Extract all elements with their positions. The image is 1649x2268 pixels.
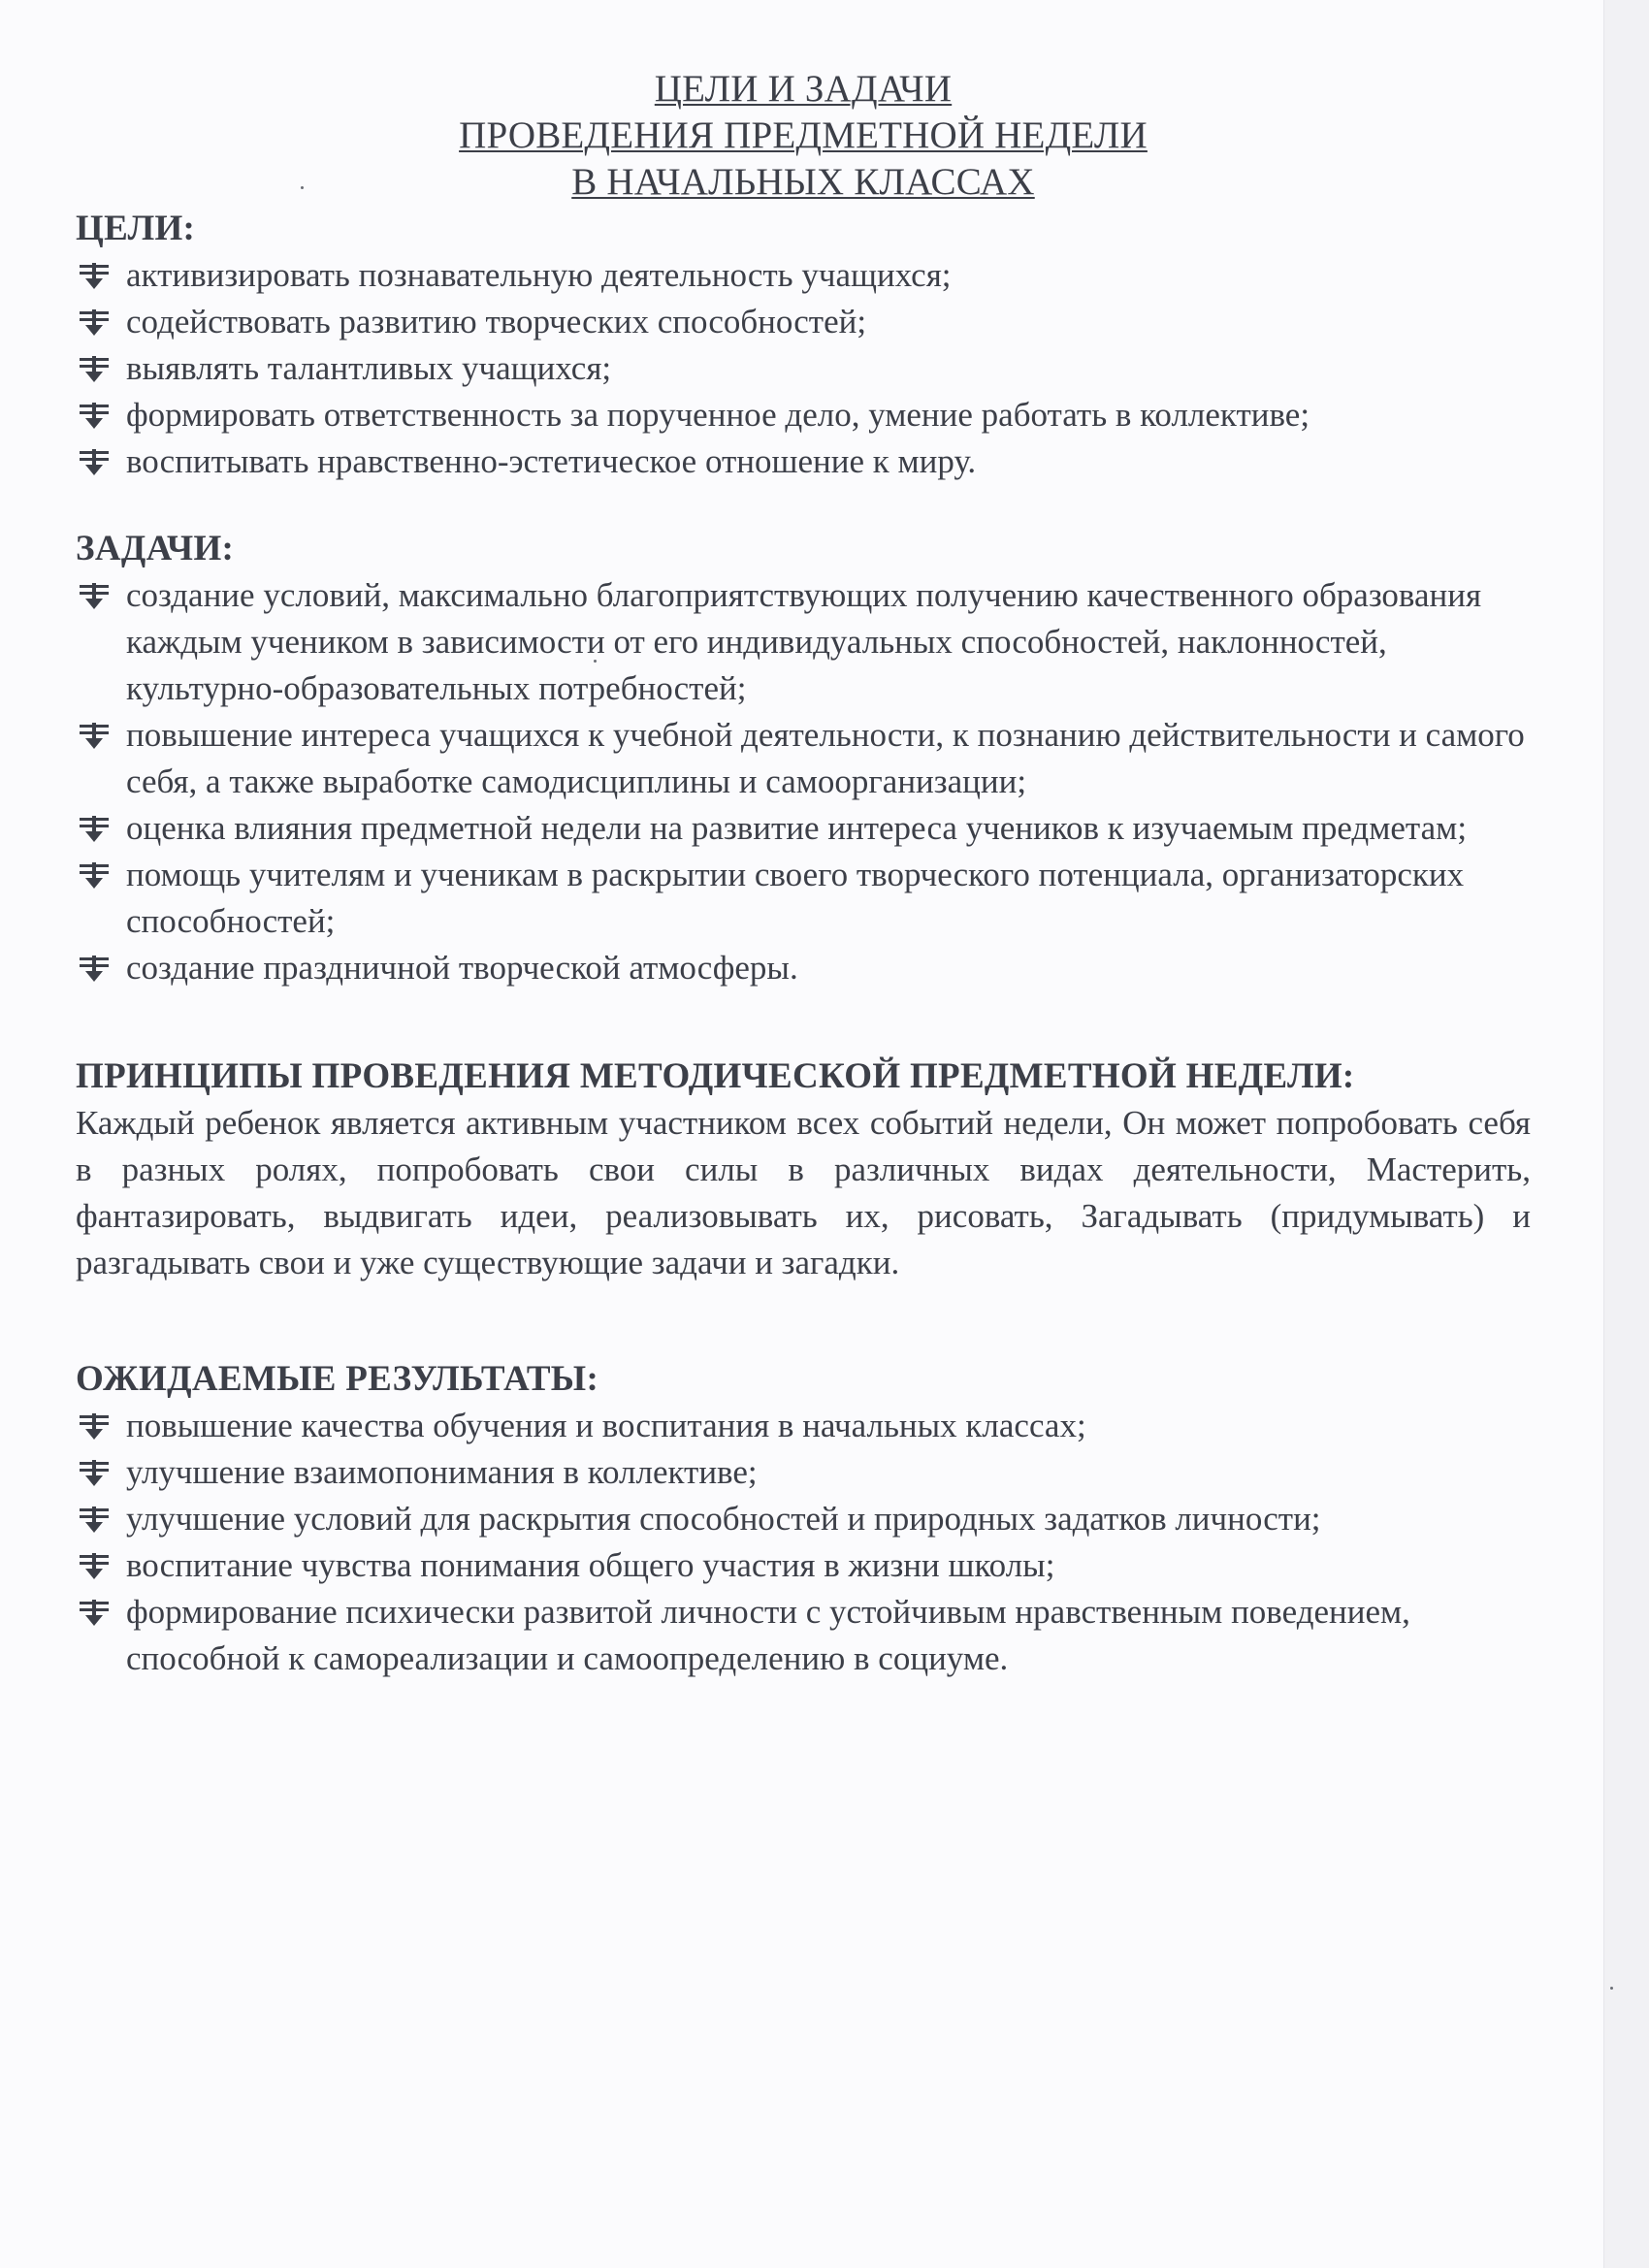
down-arrow-icon <box>80 862 109 890</box>
title-line-2: ПРОВЕДЕНИЯ ПРЕДМЕТНОЙ НЕДЕЛИ <box>459 114 1148 156</box>
down-arrow-icon <box>80 1460 109 1487</box>
list-item <box>76 345 1531 392</box>
spacer <box>76 1286 1531 1356</box>
list-item-text: повышение интереса учащихся к учебной деятельности, к познанию действительности и самого себя, а также выработке самодисциплины и самоорганизации; <box>126 716 1525 800</box>
down-arrow-icon <box>80 1507 109 1534</box>
scan-speck <box>1610 1987 1613 1990</box>
spacer <box>76 991 1531 1053</box>
title-line-1: ЦЕЛИ И ЗАДАЧИ <box>654 68 953 110</box>
list-item <box>76 1542 1531 1589</box>
list-item-text: повышение качества обучения и воспитания в начальных классах; <box>126 1407 1086 1444</box>
down-arrow-icon <box>80 449 109 476</box>
down-arrow-icon <box>80 263 109 290</box>
list-item-text: содействовать развитию творческих способностей; <box>126 303 867 340</box>
down-arrow-icon <box>80 356 109 383</box>
results-section <box>76 1356 1531 1682</box>
list-item-text: формировать ответственность за порученное дело, умение работать в коллективе; <box>126 396 1310 434</box>
list-item <box>76 438 1531 485</box>
goals-section <box>76 206 1531 485</box>
list-item <box>76 572 1531 712</box>
list-item <box>76 299 1531 345</box>
list-item <box>76 252 1531 299</box>
list-item-text: оценка влияния предметной недели на развитие интереса учеников к изучаемым предметам; <box>126 809 1468 847</box>
list-item <box>76 1589 1531 1682</box>
results-list <box>76 1403 1531 1682</box>
tasks-heading: ЗАДАЧИ: <box>76 529 235 568</box>
scan-edge <box>1603 0 1649 2268</box>
down-arrow-icon <box>80 723 109 750</box>
list-item-text: создание условий, максимально благоприятствующих получению качественного образования каждым учеником в зависимости от его индивидуальных способностей, наклонностей, культурно-образовательных потребностей; <box>126 576 1482 707</box>
down-arrow-icon <box>80 956 109 983</box>
list-item-text: активизировать познавательную деятельность учащихся; <box>126 256 952 294</box>
list-item <box>76 852 1531 945</box>
list-item-text: выявлять талантливых учащихся; <box>126 349 612 387</box>
list-item <box>76 712 1531 805</box>
goals-heading: ЦЕЛИ: <box>76 209 196 248</box>
list-item-text: помощь учителям и ученикам в раскрытии своего творческого потенциала, организаторских способностей; <box>126 856 1465 940</box>
list-item <box>76 945 1531 991</box>
down-arrow-icon <box>80 1553 109 1580</box>
results-heading: ОЖИДАЕМЫЕ РЕЗУЛЬТАТЫ: <box>76 1359 599 1399</box>
tasks-list <box>76 572 1531 991</box>
tasks-section <box>76 526 1531 991</box>
list-item-text: формирование психически развитой личности с устойчивым нравственным поведением, способной к самореализации и самоопределению в социуме. <box>126 1593 1410 1677</box>
list-item-text: воспитание чувства понимания общего участия в жизни школы; <box>126 1546 1055 1584</box>
principles-text: Каждый ребенок является активным участником всех событий недели, Он может попробовать себя в разных ролях, попробовать свои силы в различных видах деятельности, Мастерить, фантазировать, выдвигать идеи, реализовывать их, рисовать, Загадывать (придумывать) и разгадывать свои и уже существующие задачи и загадки. <box>76 1104 1531 1281</box>
down-arrow-icon <box>80 816 109 843</box>
list-item <box>76 1403 1531 1449</box>
list-item-text: воспитывать нравственно-эстетическое отношение к миру. <box>126 442 977 480</box>
title-line-3: В НАЧАЛЬНЫХ КЛАССАХ <box>571 161 1035 203</box>
down-arrow-icon <box>80 1413 109 1441</box>
list-item-text: создание праздничной творческой атмосферы. <box>126 949 798 987</box>
spacer <box>76 485 1531 526</box>
principles-heading: ПРИНЦИПЫ ПРОВЕДЕНИЯ МЕТОДИЧЕСКОЙ ПРЕДМЕТНОЙ НЕДЕЛИ: <box>76 1056 1355 1096</box>
down-arrow-icon <box>80 309 109 337</box>
list-item <box>76 392 1531 438</box>
down-arrow-icon <box>80 403 109 430</box>
down-arrow-icon <box>80 583 109 610</box>
list-item <box>76 805 1531 852</box>
list-item-text: улучшение взаимопонимания в коллективе; <box>126 1453 758 1491</box>
list-item <box>76 1496 1531 1542</box>
document-page <box>76 66 1531 1682</box>
list-item-text: улучшение условий для раскрытия способностей и природных задатков личности; <box>126 1500 1321 1538</box>
document-title <box>76 66 1531 206</box>
down-arrow-icon <box>80 1600 109 1627</box>
list-item <box>76 1449 1531 1496</box>
principles-section <box>76 1053 1531 1286</box>
goals-list <box>76 252 1531 485</box>
